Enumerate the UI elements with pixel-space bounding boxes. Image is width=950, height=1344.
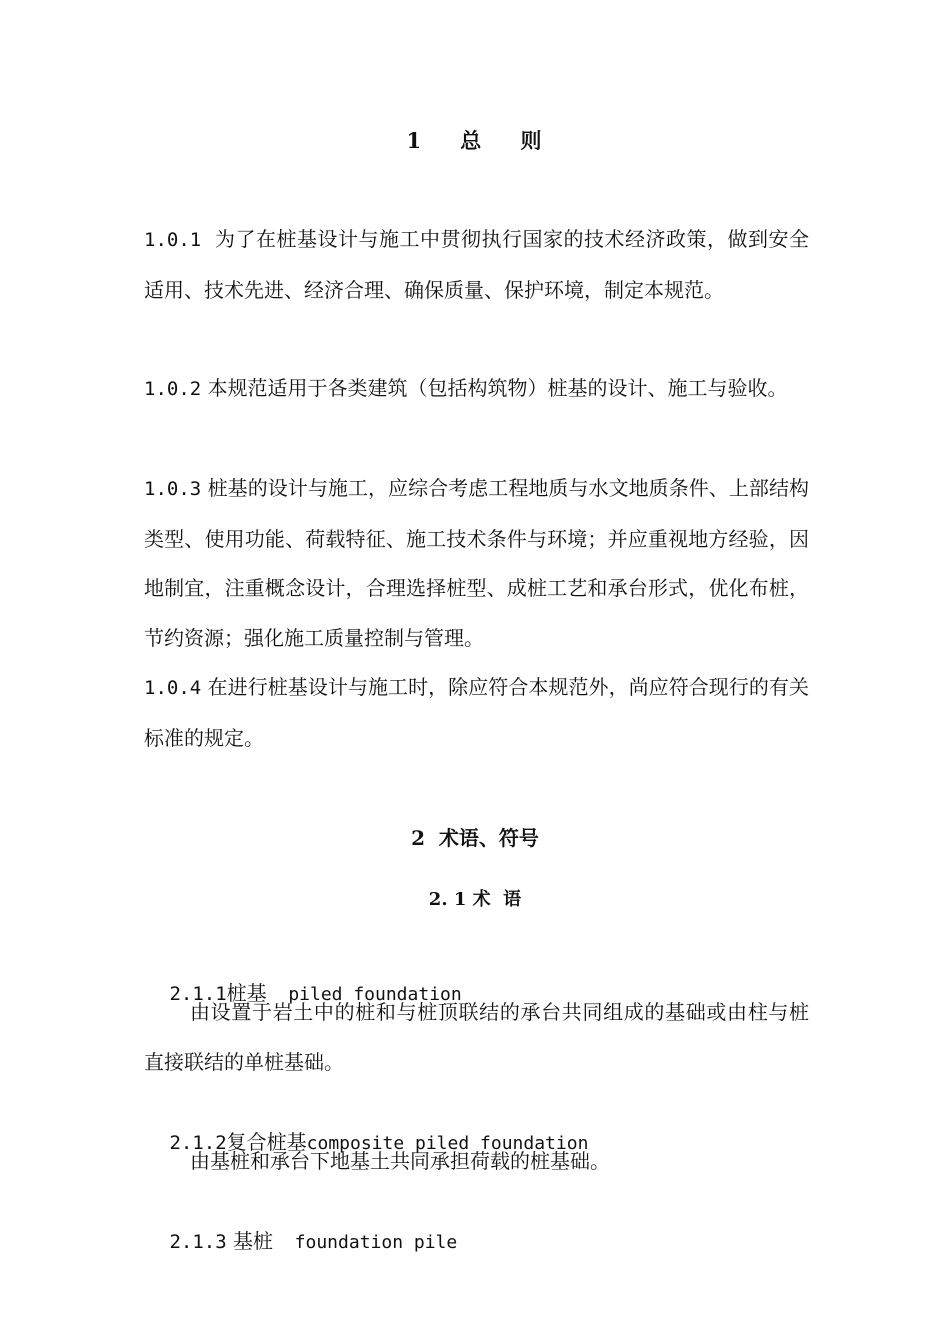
term-chinese: 基桩 xyxy=(226,1229,273,1253)
term-2-1-2-definition: 由基桩和承台下地基土共同承担荷载的桩基础。 xyxy=(190,1149,610,1173)
chapter-2-title: 2 术语、符号 xyxy=(411,826,539,850)
term-2-1-3-heading xyxy=(144,1196,809,1288)
clause-separator xyxy=(201,227,215,251)
clause-text: 在进行桩基设计与施工时，除应符合本规范外，尚应符合现行的有关标准的规定。 xyxy=(144,675,809,750)
term-2-1-1-definition: 由设置于岩土中的桩和与桩顶联结的承台共同组成的基础或由柱与桩直接联结的单桩基础。 xyxy=(144,1000,809,1074)
section-2-1-title: 2. 1 术 语 xyxy=(428,889,522,910)
term-chinese: 复合桩基 xyxy=(226,1130,307,1154)
clause-text: 桩基的设计与施工，应综合考虑工程地质与水文地质条件、上部结构类型、使用功能、荷载特征、施工技术条件与环境；并应重视地方经验，因地制宜，注重概念设计，合理选择桩型、成桩工艺和承台形式，优化布桩，节约资源；强化施工质量控制与管理。 xyxy=(144,476,809,650)
term-english: composite piled foundation xyxy=(306,1133,589,1154)
clause-1-0-4 xyxy=(144,663,809,763)
term-chinese: 桩基 xyxy=(226,981,267,1005)
term-english: foundation pile xyxy=(273,1232,458,1253)
clause-number: 1.0.3 xyxy=(144,478,202,500)
clause-text: 本规范适用于各类建筑（包括构筑物）桩基的设计、施工与验收。 xyxy=(207,376,788,400)
clause-text: 为了在桩基设计与施工中贯彻执行国家的技术经济政策，做到安全适用、技术先进、经济合理、确保质量、保护环境，制定本规范。 xyxy=(144,227,810,302)
term-english: piled foundation xyxy=(266,984,462,1005)
term-number: 2.1.2 xyxy=(169,1132,227,1154)
term-number: 2.1.1 xyxy=(169,983,227,1005)
clause-1-0-2 xyxy=(144,364,809,415)
clause-1-0-3 xyxy=(144,464,809,663)
clause-1-0-1 xyxy=(144,215,809,315)
term-number: 2.1.3 xyxy=(169,1231,227,1253)
clause-number: 1.0.1 xyxy=(144,229,202,251)
clause-number: 1.0.2 xyxy=(144,378,202,400)
clause-number: 1.0.4 xyxy=(144,677,202,699)
chapter-1-title: 1 总 则 xyxy=(406,128,544,153)
